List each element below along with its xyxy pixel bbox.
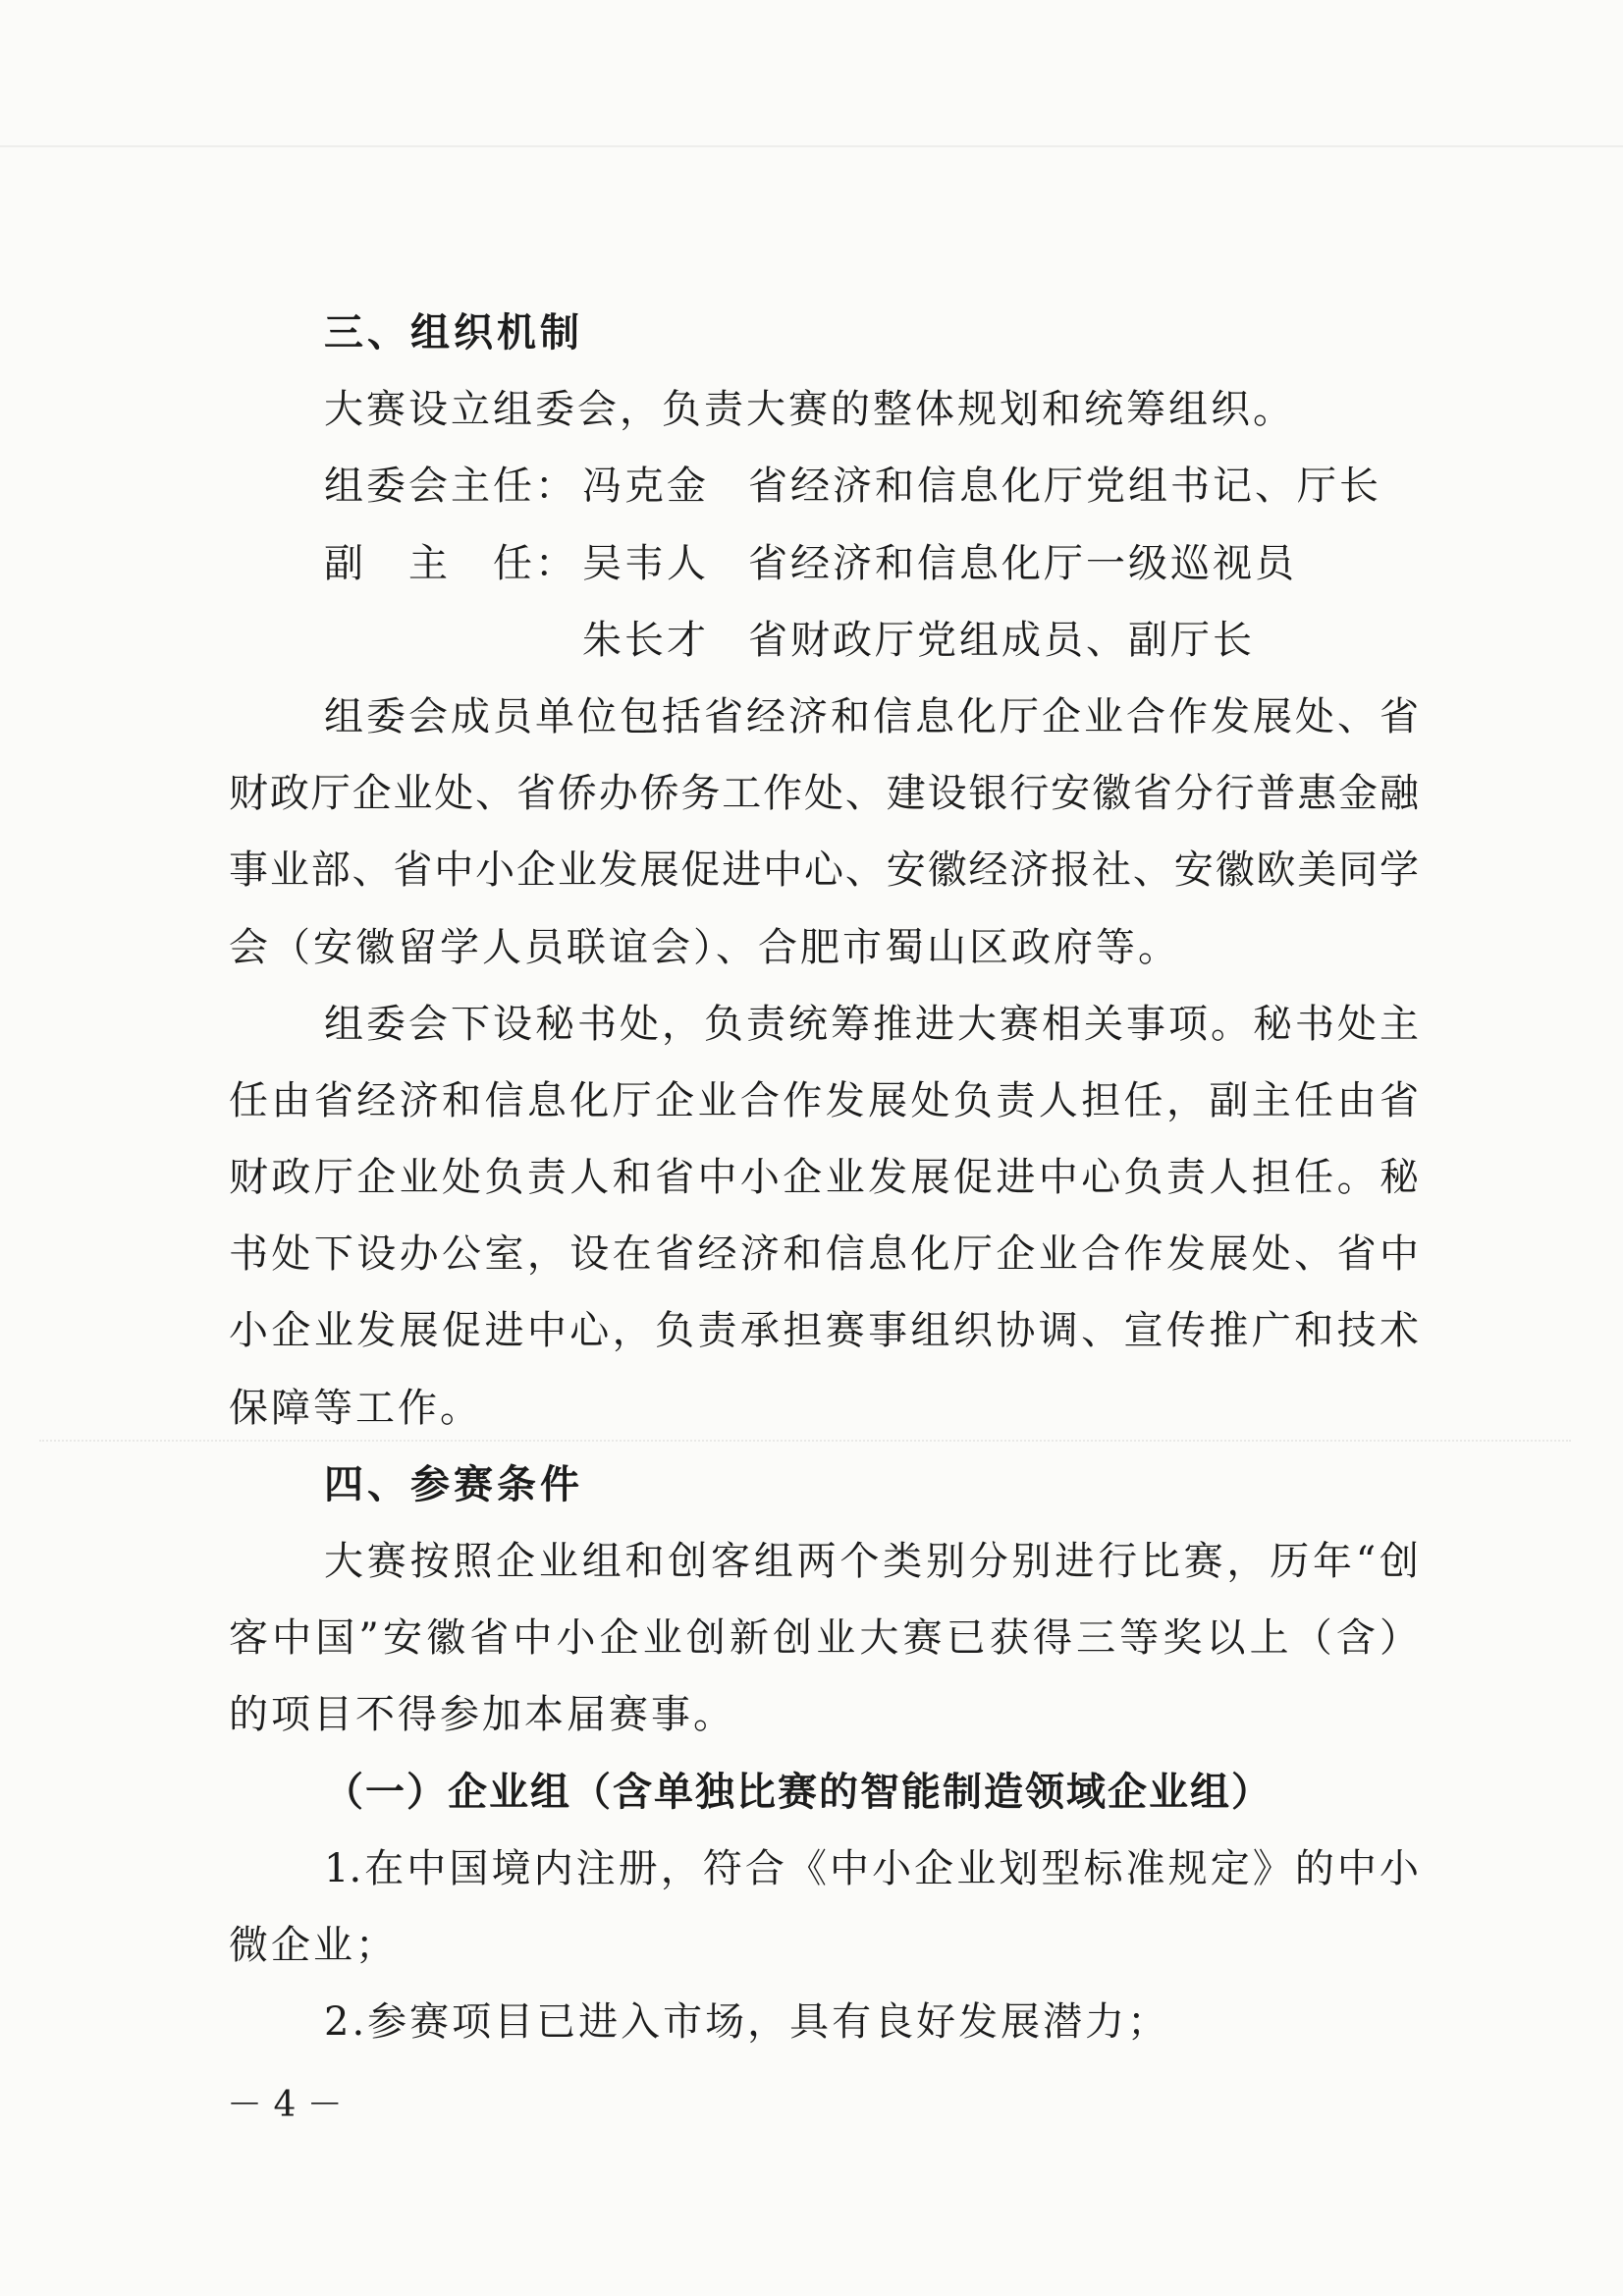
section-heading: 三、组织机制 xyxy=(324,310,583,355)
official-row xyxy=(229,448,1419,524)
paragraph-line: 财政厅企业处、省侨办侨务工作处、建设银行安徽省分行普惠金融 xyxy=(229,771,1419,817)
official-name: 冯克金 xyxy=(582,464,709,510)
paragraph-line: 保障等工作。 xyxy=(229,1385,482,1431)
paragraph-line: 小企业发展促进中心，负责承担赛事组织协调、宣传推广和技术 xyxy=(229,1308,1419,1354)
official-role: 组委会主任： xyxy=(324,464,577,510)
list-item-line: 2.参赛项目已进入市场，具有良好发展潜力； xyxy=(324,1999,1170,2046)
official-title: 省经济和信息化厅一级巡视员 xyxy=(748,540,1297,586)
official-title: 省经济和信息化厅党组书记、厅长 xyxy=(748,464,1381,510)
official-name: 吴韦人 xyxy=(582,540,709,586)
scan-artifact-line xyxy=(0,145,1623,147)
page-number: － 4 － xyxy=(227,2085,343,2125)
list-item-line: 微企业； xyxy=(229,1922,398,1968)
official-row xyxy=(229,525,1419,602)
paragraph-line: 事业部、省中小企业发展促进中心、安徽经济报社、安徽欧美同学 xyxy=(229,847,1419,894)
official-name: 朱长才 xyxy=(582,617,709,663)
paragraph-line: 大赛按照企业组和创客组两个类别分别进行比赛，历年“创 xyxy=(324,1539,1419,1584)
paragraph-line: 组委会成员单位包括省经济和信息化厅企业合作发展处、省 xyxy=(324,693,1419,739)
paragraph-line: 客中国”安徽省中小企业创新创业大赛已获得三等奖以上（含） xyxy=(229,1615,1419,1662)
paragraph-line: 任由省经济和信息化厅企业合作发展处负责人担任，副主任由省 xyxy=(229,1077,1419,1123)
list-item-line: 1.在中国境内注册，符合《中小企业划型标准规定》的中小 xyxy=(324,1845,1419,1891)
paragraph-line: 的项目不得参加本届赛事。 xyxy=(229,1692,735,1738)
official-role: 副 主 任： xyxy=(324,540,577,586)
official-title: 省财政厅党组成员、副厅长 xyxy=(748,617,1255,663)
paragraph-line: 组委会下设秘书处，负责统筹推进大赛相关事项。秘书处主 xyxy=(324,1001,1419,1047)
paragraph-line: 书处下设办公室，设在省经济和信息化厅企业合作发展处、省中 xyxy=(229,1231,1419,1278)
section-heading: 四、参赛条件 xyxy=(324,1461,583,1507)
paragraph-line: 会（安徽留学人员联谊会）、合肥市蜀山区政府等。 xyxy=(229,924,1180,970)
document-body xyxy=(229,295,1419,2060)
paragraph-line: 大赛设立组委会，负责大赛的整体规划和统筹组织。 xyxy=(324,387,1295,433)
subsection-heading: （一）企业组（含单独比赛的智能制造领域企业组） xyxy=(324,1768,1272,1815)
official-row xyxy=(229,602,1419,679)
paragraph-line: 财政厅企业处负责人和省中小企业发展促进中心负责人担任。秘 xyxy=(229,1155,1419,1201)
